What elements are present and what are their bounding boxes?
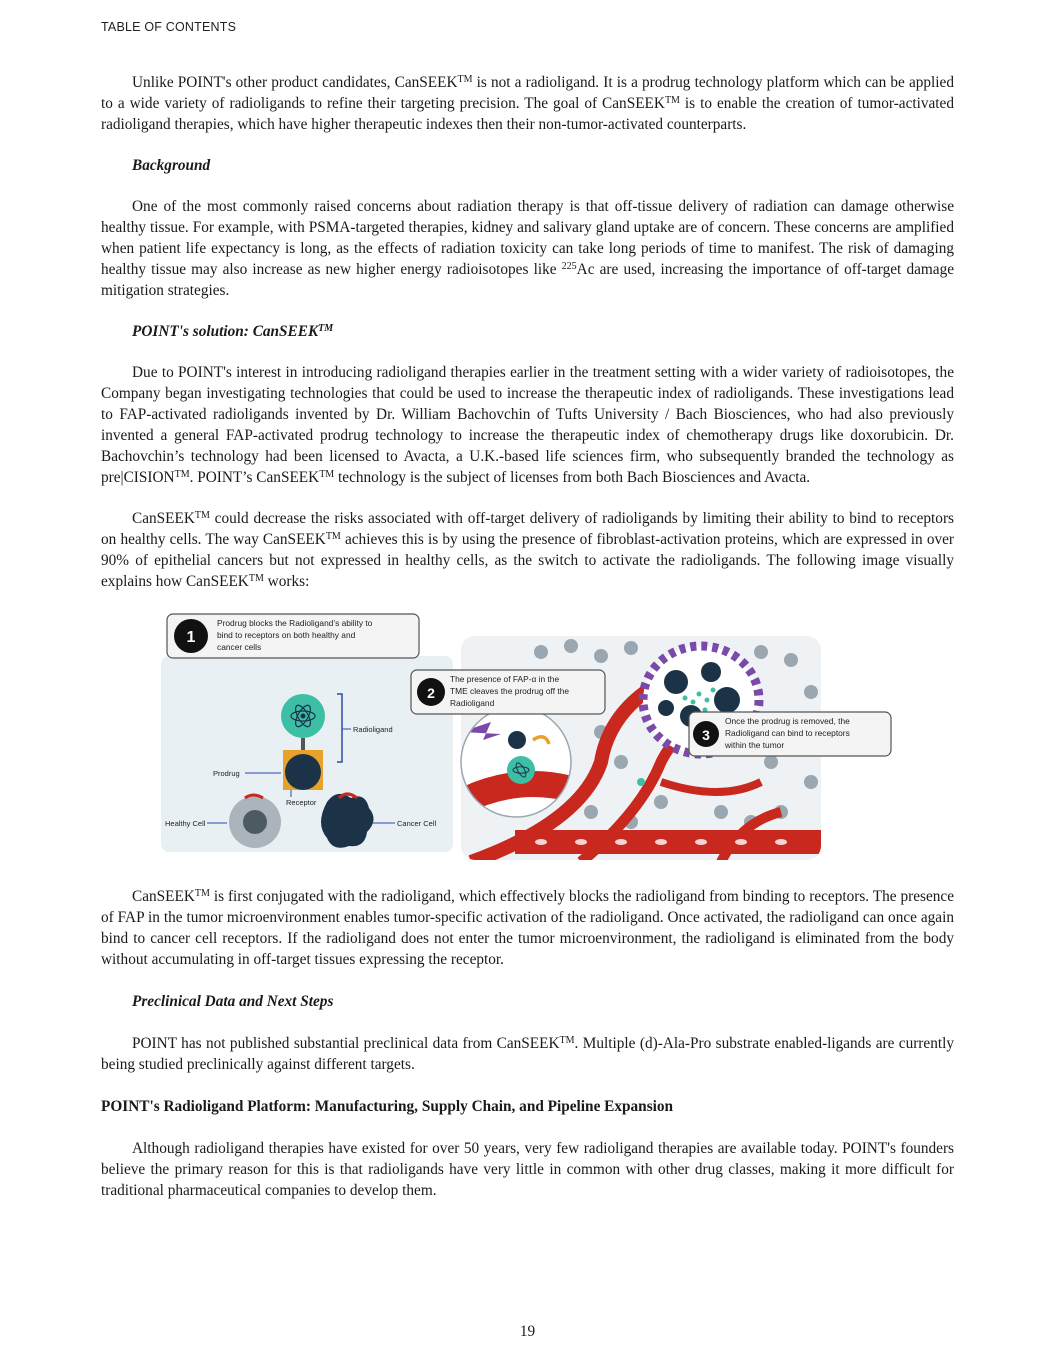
heading-preclinical: Preclinical Data and Next Steps [132,993,334,1010]
callout-3-line-1: Once the prodrug is removed, the [725,716,850,726]
paragraph-conjugation: CanSEEK™ is first conjugated with the radioligand, which effectively blocks the radioligand from binding to receptors. The presence of FAP in the tumor microenvironment enables tumor-specific activation of the radioligand. Once activated, the radioligand can once again bind to cancer cell receptors. If the radioligand does not enter the tumor microenvironment, the radioligand is eliminated from the body without accumulating in off-target tissues expressing the receptor. [101,888,954,968]
canseek-mechanism-figure [161,612,893,860]
heading-radioligand-platform: POINT's Radioligand Platform: Manufacturing, Supply Chain, and Pipeline Expansion [101,1098,674,1115]
paragraph-background: One of the most commonly raised concerns about radiation therapy is that off-tissue delivery of radiation can damage otherwise healthy tissue. For example, with PSMA-targeted therapies, kidney and salivary gland uptake are of concern. These concerns are amplified when patient life expectancy is long, as the effects of radiation toxicity can take long periods of time to manifest. The risk of damaging healthy tissue may also increase as new higher energy radioisotopes like $^{225}$Ac are used, increasing the importance of off-target damage mitigation strategies. [101,198,955,299]
page-content [101,72,954,1201]
callout-3 [689,712,891,756]
callout-2-number: 2 [427,685,435,701]
callout-2-line-3: Radioligand [450,698,495,708]
paragraph-preclinical: POINT has not published substantial preclinical data from CanSEEK™. Multiple (d)-Ala-Pro substrate enabled-ligands are currently being studied preclinically against different targets. [101,1035,954,1073]
label-radioligand: Radioligand [353,725,393,734]
page-number: 19 [519,1323,536,1340]
prodrug-icon [283,750,323,790]
label-prodrug: Prodrug [213,769,240,778]
callout-1-line-3: cancer cells [217,642,262,652]
label-receptor: Receptor [286,798,317,807]
callout-2 [411,670,605,714]
callout-2-line-1: The presence of FAP-α in the [450,674,560,684]
callout-3-line-2: Radioligand can bind to receptors [725,728,850,738]
paragraph-radioligand-platform: Although radioligand therapies have existed for over 50 years, very few radioligand therapies are available today. POINT's founders believe the primary reason for this is that radioligands have very little in common with other drug classes, making it more difficult for traditional pharmaceutical companies to develop them. [101,1140,954,1199]
callout-1-line-2: bind to receptors on both healthy and [217,630,356,640]
callout-2-line-2: TME cleaves the prodrug off the [450,686,570,696]
heading-background: Background [132,157,211,174]
paragraph-canseek-intro: Unlike POINT's other product candidates, CanSEEK™ is not a radioligand. It is a prodrug technology platform which can be applied to a wide variety of radioligands to refine their targeting precision. The goal of CanSEEK™ is to enable the creation of tumor-activated radioligand therapies, which have higher therapeutic indexes then their non-tumor-activated counterparts. [101,74,954,133]
figure-illustration [161,612,893,860]
paragraph-how-it-works: CanSEEK™ could decrease the risks associated with off-target delivery of radioligands by limiting their ability to bind to receptors on healthy cells. The way CanSEEK™ achieves this is by using the presence of fibroblast-activation proteins, which are expressed in over 90% of epithelial cancers but not expressed in healthy cells, as the switch to activate the radioligands. The following image visually explains how CanSEEK™ works: [101,510,955,590]
label-healthy-cell: Healthy Cell [165,819,206,828]
callout-3-line-3: within the tumor [725,740,785,750]
callout-3-number: 3 [702,727,710,743]
callout-1 [167,614,419,658]
callout-1-line-1: Prodrug blocks the Radioligand’s ability to [217,618,373,628]
callout-1-number: 1 [186,629,196,646]
paragraph-solution: Due to POINT's interest in introducing radioligand therapies earlier in the treatment setting with a wider variety of radioisotopes, the Company began investigating technologies that could be used to increase the therapeutic index of radioligands. These investigations lead to FAP-activated radioligands invented by Dr. William Bachovchin of Tufts University / Bach Biosciences, who had also previously invented a general FAP-activated prodrug technology to increase the therapeutic index of chemotherapy drugs like doxorubicin. Dr. Bachovchin’s technology had been licensed to Avacta, a U.K.-based life sciences firm, who subsequently branded the technology as pre|CISION™. POINT’s CanSEEK™ technology is the subject of licenses from both Bach Biosciences and Avacta. [101,364,954,486]
label-cancer-cell: Cancer Cell [397,819,437,828]
table-of-contents-link[interactable]: TABLE OF CONTENTS [101,20,237,34]
heading-solution: POINT's solution: CanSEEK™ [132,323,334,340]
